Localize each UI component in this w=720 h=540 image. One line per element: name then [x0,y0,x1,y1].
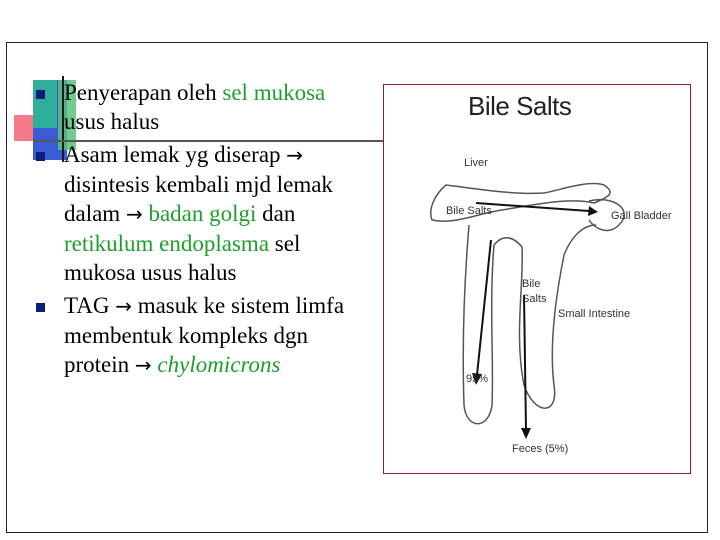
arrow-right-icon: → [286,143,304,167]
bullet-text: disintesis kembali mjd lemak dalam [64,172,333,226]
bile-to-gall-arrowhead [588,206,598,216]
salts-label: Salts [522,293,547,305]
bullet-square-icon [36,90,45,99]
figure-title: Bile Salts [468,91,572,121]
liver-label: Liver [464,157,488,169]
bullet-text: sel mukosa usus halus [64,231,301,285]
bullet-text: usus halus [64,109,160,134]
bullet-text: dan [256,201,296,226]
arrow-right-icon: → [125,202,143,226]
bullet-item [36,78,366,136]
gall-bladder-label: Gall Bladder [611,210,672,222]
percent-label: 95% [466,373,489,385]
bile-to-gall-arrow [476,203,589,211]
bullet-text: Asam lemak yg diserap [64,142,287,167]
bile-salts-label: Bile Salts [446,205,492,217]
bullet-item [36,291,366,380]
arrow-right-icon: → [134,353,152,377]
bullet-item [36,140,366,287]
bullet-square-icon [36,303,45,312]
feces-arrowhead [521,428,531,439]
small-intestine-label: Small Intestine [558,308,631,320]
feces-label: Feces (5%) [512,443,569,455]
bullet-text: chylomicrons [157,352,281,377]
feces-arrow [524,295,526,430]
bullet-list [36,78,366,384]
bullet-text: sel mukosa [222,80,326,105]
bullet-text: masuk ke sistem limfa membentuk kompleks dgn protein [64,293,345,377]
bullet-text: badan golgi [148,201,257,226]
bile-salts-figure [383,84,691,474]
bullet-text: Penyerapan oleh [64,80,223,105]
reabsorption-arrow [477,240,491,375]
bullet-text: TAG [64,293,116,318]
bullet-text: retikulum endoplasma [64,231,270,256]
bile-label: Bile [522,278,541,290]
bullet-square-icon [36,152,45,161]
arrow-right-icon: → [115,294,132,318]
